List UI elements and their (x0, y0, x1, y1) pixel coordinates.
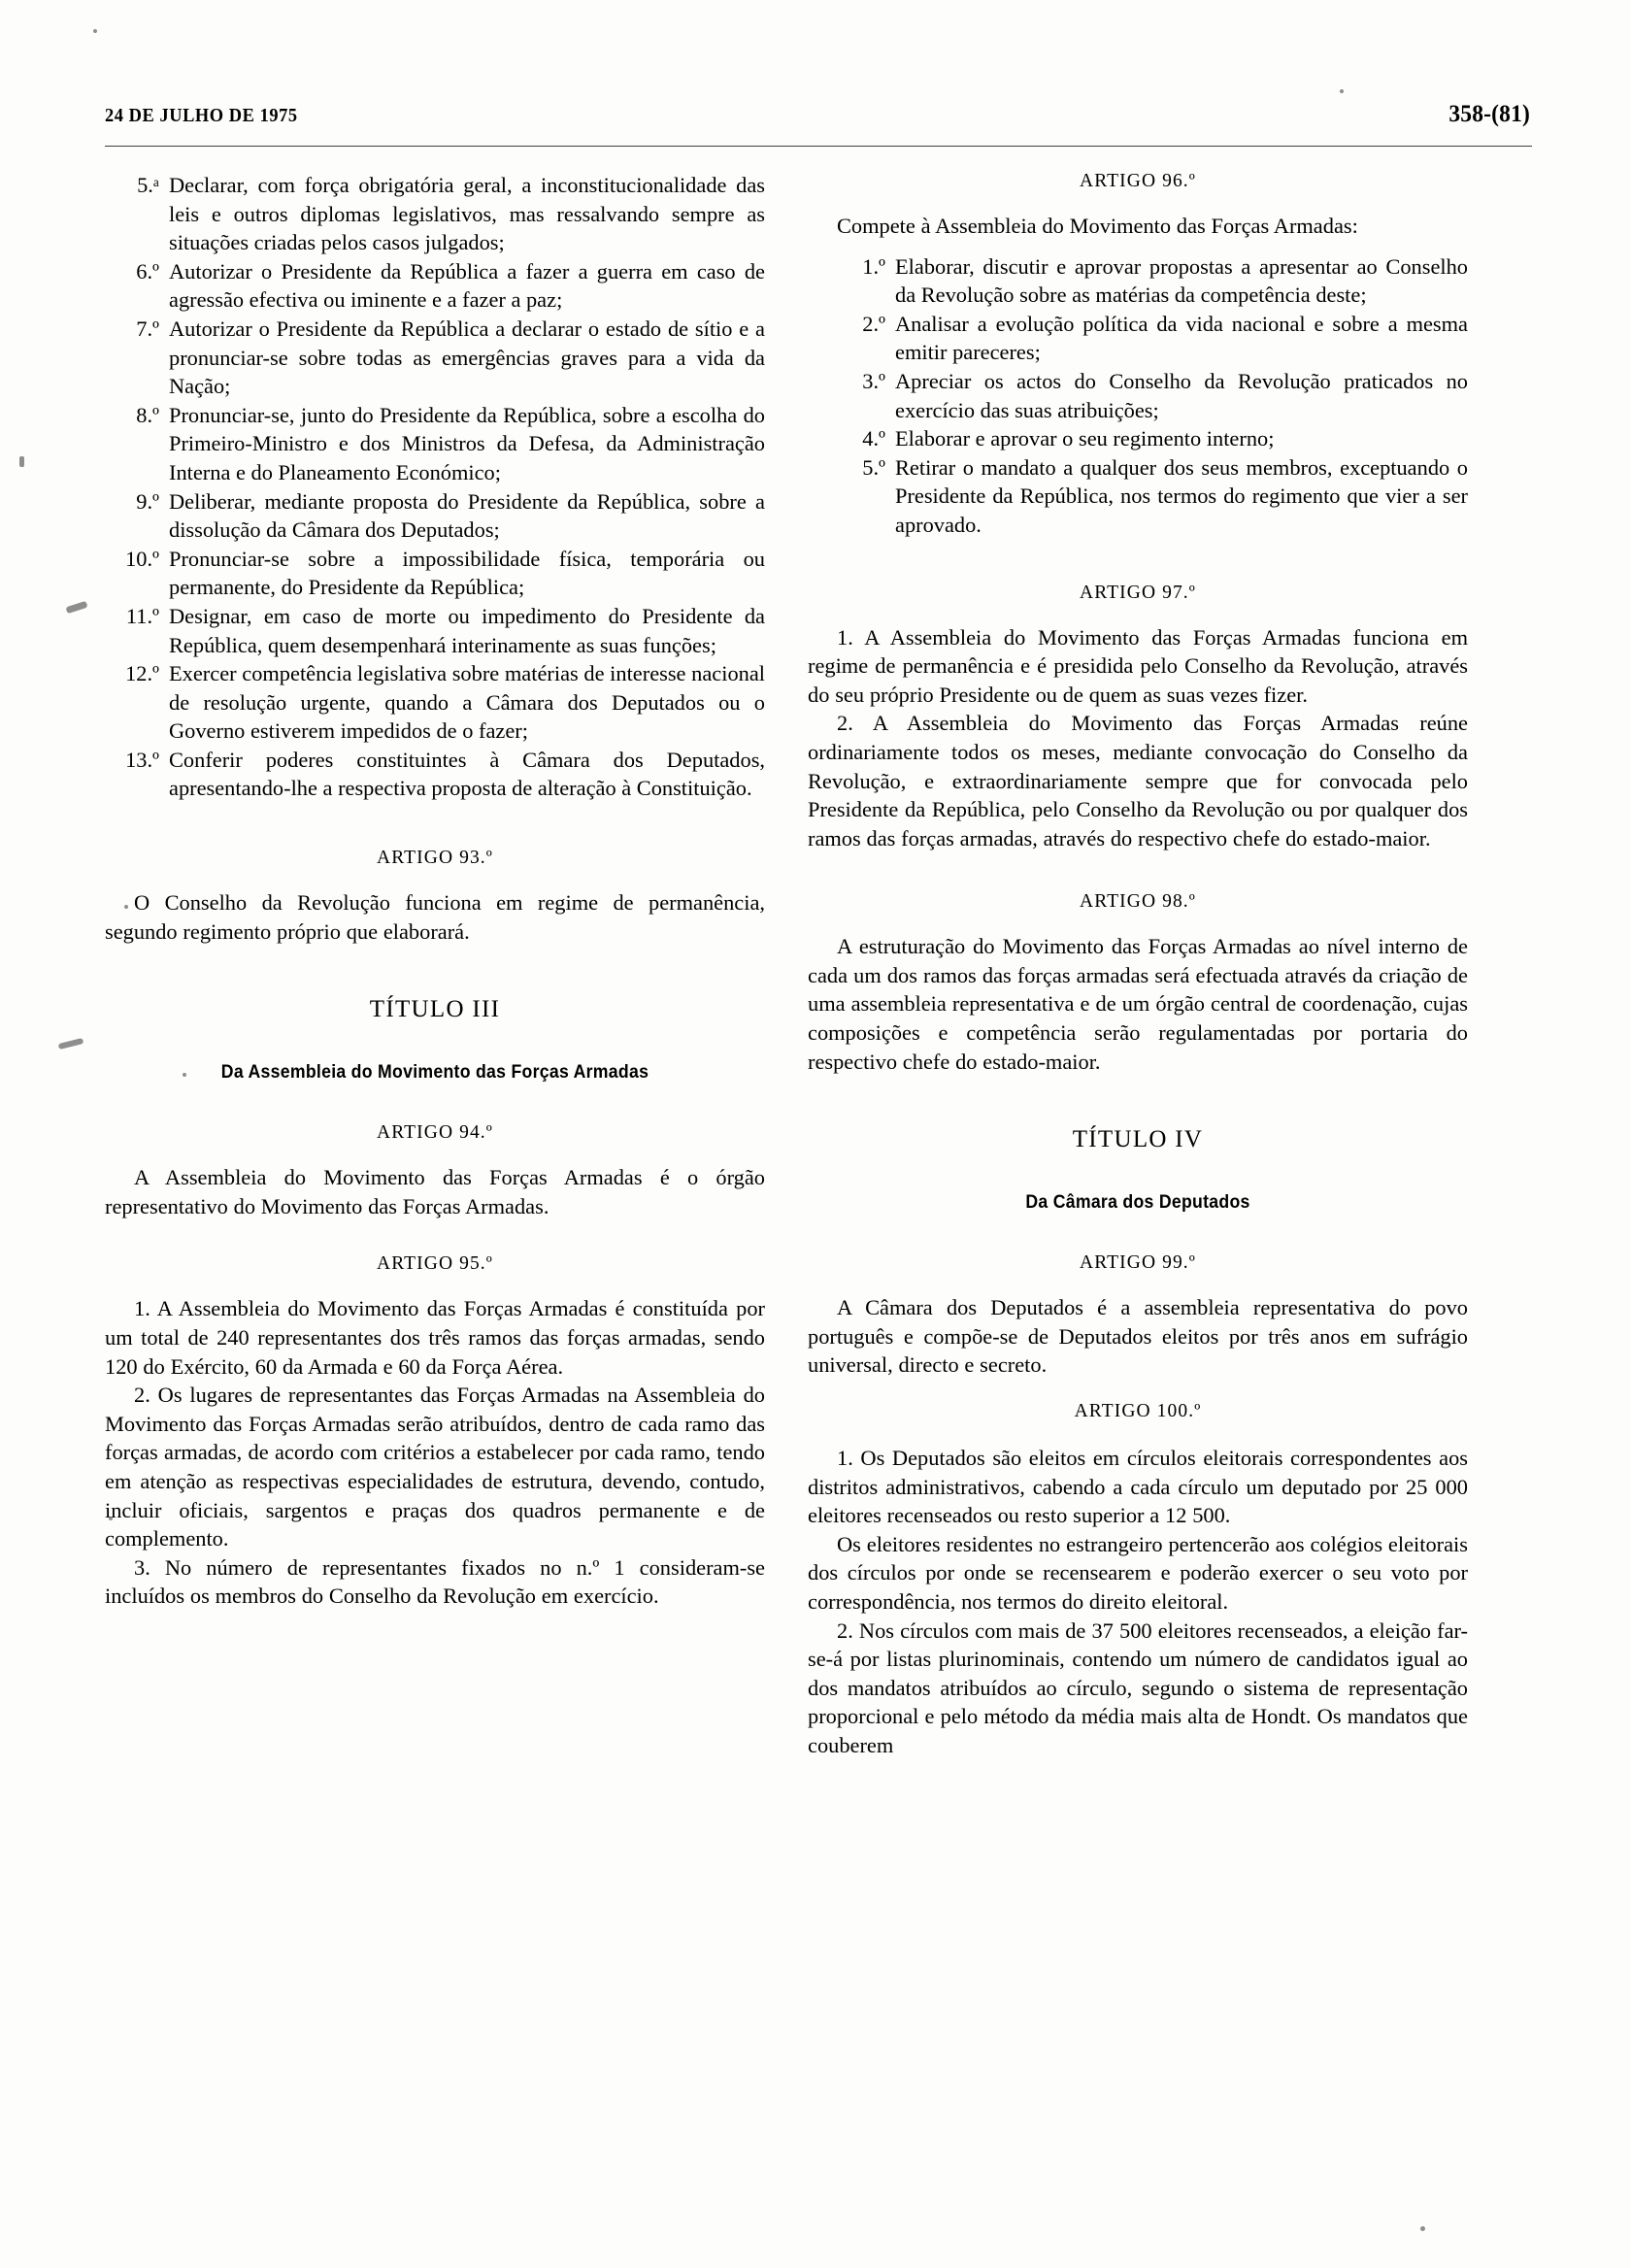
header-rule (105, 146, 1532, 147)
list-item-text: Deliberar, mediante proposta do Presidente da República, sobre a dissolução da Câmara dos Deputados; (169, 488, 765, 543)
list-item-number: 5.ᵃ (137, 173, 159, 197)
list-item-number: 9.º (136, 488, 159, 514)
artigo-99-heading: ARTIGO 99.º (1080, 1252, 1196, 1274)
list-item (831, 310, 1468, 367)
list-item (105, 545, 765, 602)
scan-speck (58, 1038, 84, 1050)
list-item-text: Elaborar, discutir e aprovar propostas a apresentar ao Conselho da Revolução sobre as matérias da competência deste; (895, 253, 1468, 308)
list-item-text: Exercer competência legislativa sobre matérias de interesse nacional de resolução urgente, quando a Câmara dos Deputados ou o Governo estiverem impedidos de o fazer; (169, 661, 765, 744)
titulo-iv-title: TÍTULO IV (1072, 1126, 1204, 1153)
artigo-95-heading: ARTIGO 95.º (377, 1253, 493, 1275)
artigo-96-list (831, 252, 1468, 540)
scan-speck (93, 29, 97, 33)
list-item-number: 7.º (136, 316, 159, 341)
list-item-text: Retirar o mandato a qualquer dos seus membros, exceptuando o Presidente da República, nos termos do regimento que vier a ser aprovado. (895, 454, 1468, 537)
list-item (105, 257, 765, 315)
scan-speck (65, 601, 87, 614)
right-column (808, 171, 1468, 1760)
list-item-number: 6.º (136, 258, 159, 284)
artigo-100-paragraph-3: 2. Nos círculos com mais de 37 500 eleitores recenseados, a eleição far-se-á por listas plurinominais, contendo um número de candidatos igual ao dos mandatos atribuídos ao círculo, segundo o sistema de representação proporcional e pelo método da média mais alta de Hondt. Os mandatos que couberem (808, 1618, 1468, 1757)
list-item-text: Pronunciar-se, junto do Presidente da República, sobre a escolha do Primeiro-Ministro e dos Ministros da Defesa, da Administração Interna e do Planeamento Económico; (169, 402, 765, 484)
artigo-94-paragraph: A Assembleia do Movimento das Forças Armadas é o órgão representativo do Movimento das Forças Armadas. (105, 1165, 765, 1218)
list-item-text: Apreciar os actos do Conselho da Revolução praticados no exercício das suas atribuições; (895, 368, 1468, 422)
council-powers-list (105, 171, 765, 803)
artigo-99-paragraph: A Câmara dos Deputados é a assembleia representativa do povo português e compõe-se de Deputados eleitos por três anos em sufrágio universal, directo e secreto. (808, 1295, 1468, 1378)
artigo-98-heading: ARTIGO 98.º (1080, 891, 1196, 913)
list-item-number: 3.º (862, 368, 885, 393)
artigo-96-intro: Compete à Assembleia do Movimento das Forças Armadas: (837, 214, 1358, 238)
list-item (105, 171, 765, 257)
list-item-number: 2.º (862, 311, 885, 336)
list-item (105, 487, 765, 545)
list-item (105, 746, 765, 803)
artigo-100-heading: ARTIGO 100.º (1074, 1401, 1202, 1422)
page-number: 358-(81) (1448, 101, 1530, 127)
list-item-number: 5.º (862, 454, 885, 480)
scan-speck (1340, 89, 1344, 93)
artigo-97-paragraph-1: 1. A Assembleia do Movimento das Forças Armadas funciona em regime de permanência e é presidida pelo Conselho da Revolução, através do seu próprio Presidente ou de quem as suas vezes fizer. (808, 624, 1468, 707)
list-item-text: Elaborar e aprovar o seu regimento interno; (895, 426, 1275, 451)
scan-speck (1420, 2226, 1425, 2231)
scan-speck (19, 456, 24, 467)
list-item-number: 11.º (125, 603, 159, 628)
list-item (831, 453, 1468, 540)
list-item-number: 13.º (125, 747, 159, 772)
artigo-100-paragraph-1: 1. Os Deputados são eleitos em círculos eleitorais correspondentes aos distritos administrativos, cabendo a cada círculo um deputado por 25 000 eleitores recenseados ou resto superior a 12 500. (808, 1446, 1468, 1528)
list-item-text: Autorizar o Presidente da República a fazer a guerra em caso de agressão efectiva ou iminente e a fazer a paz; (169, 258, 765, 313)
artigo-95-paragraph-2: 2. Os lugares de representantes das Forças Armadas na Assembleia do Movimento das Forças Armadas serão atribuídos, dentro de cada ramo das forças armadas, de acordo com critérios a estabelecer por cada ramo, tendo em atenção as respectivas especialidades de estrutura, devendo, contudo, incluir oficiais, sargentos e praças dos quadros permanente e de complemento. (105, 1383, 765, 1551)
artigo-100-paragraph-2: Os eleitores residentes no estrangeiro pertencerão aos colégios eleitorais dos círculos por onde se recensearem e poderão exercer o seu voto por correspondência, nos termos do direito eleitoral. (808, 1531, 1468, 1614)
artigo-97-paragraph-2: 2. A Assembleia do Movimento das Forças Armadas reúne ordinariamente todos os meses, mediante convocação do Conselho da Revolução, e extraordinariamente sempre que for convocada pelo Presidente da República, pelo Conselho da Revolução ou por qualquer dos ramos das forças armadas, através do respectivo chefe do estado-maior. (808, 711, 1468, 850)
list-item (105, 401, 765, 487)
artigo-94-heading: ARTIGO 94.º (377, 1122, 493, 1144)
titulo-iii-title: TÍTULO III (369, 996, 501, 1023)
list-item (831, 424, 1468, 453)
artigo-97-heading: ARTIGO 97.º (1080, 582, 1196, 603)
artigo-95-paragraph-3: 3. No número de representantes fixados no n.º 1 consideram-se incluídos os membros do Conselho da Revolução em exercício. (105, 1554, 765, 1609)
list-item (105, 659, 765, 746)
artigo-93-paragraph: O Conselho da Revolução funciona em regime de permanência, segundo regimento próprio que elaborará. (105, 890, 765, 944)
list-item-number: 4.º (862, 426, 885, 451)
list-item-text: Conferir poderes constituintes à Câmara dos Deputados, apresentando-lhe a respectiva proposta de alteração à Constituição. (169, 747, 765, 801)
artigo-95-paragraph-1: 1. A Assembleia do Movimento das Forças Armadas é constituída por um total de 240 representantes dos três ramos das forças armadas, sendo 120 do Exército, 60 da Armada e 60 da Força Aérea. (105, 1296, 765, 1379)
titulo-iv-subtitle: Da Câmara dos Deputados (1025, 1192, 1250, 1214)
titulo-iii-subtitle: Da Assembleia do Movimento das Forças Armadas (220, 1062, 649, 1084)
list-item (831, 367, 1468, 424)
list-item-text: Declarar, com força obrigatória geral, a inconstitucionalidade das leis e outros diplomas legislativos, mas ressalvando sempre as situações criadas pelos casos julgados; (169, 173, 765, 255)
artigo-96-heading: ARTIGO 96.º (1080, 171, 1196, 191)
running-head (105, 101, 1530, 138)
left-column (105, 171, 765, 1611)
artigo-93-heading: ARTIGO 93.º (377, 848, 493, 869)
list-item-text: Analisar a evolução política da vida nacional e sobre a mesma emitir pareceres; (895, 311, 1468, 365)
list-item (831, 252, 1468, 310)
list-item (105, 315, 765, 401)
list-item (105, 602, 765, 659)
list-item-text: Autorizar o Presidente da República a declarar o estado de sítio e a pronunciar-se sobre todas as emergências graves para a vida da Nação; (169, 316, 765, 399)
list-item-number: 10.º (125, 546, 159, 571)
list-item-text: Pronunciar-se sobre a impossibilidade física, temporária ou permanente, do Presidente da República; (169, 546, 765, 600)
header-date: 24 DE JULHO DE 1975 (105, 105, 298, 126)
list-item-text: Designar, em caso de morte ou impedimento do Presidente da República, quem desempenhará interinamente as suas funções; (169, 603, 765, 657)
list-item-number: 8.º (136, 402, 159, 427)
list-item-number: 12.º (125, 661, 159, 686)
list-item-number: 1.º (862, 253, 885, 279)
artigo-98-paragraph: A estruturação do Movimento das Forças Armadas ao nível interno de cada um dos ramos das forças armadas será efectuada através da criação de uma assembleia representativa e de um órgão central de coordenação, cujas composições e competência serão regulamentadas por portaria do respectivo chefe do estado-maior. (808, 934, 1468, 1074)
